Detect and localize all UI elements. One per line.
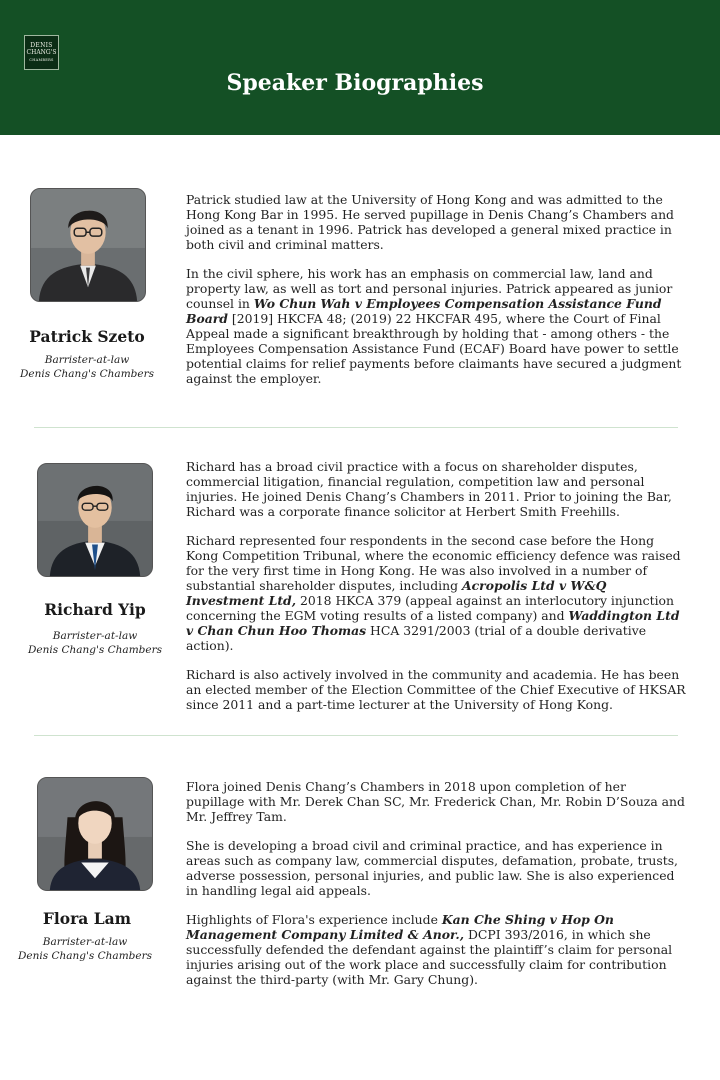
bio-paragraph: She is developing a broad civil and criminal practice, and has experience in areas such as company law, commercial disputes, defamation, probate, trusts, adverse possession, personal injuries, and public law. She is also experienced in handling legal aid appeals.: [186, 838, 678, 898]
speaker-bio: [186, 192, 686, 400]
bio-paragraph: [186, 266, 686, 386]
bio-text: [2019] HKCFA 48; (2019) 22 HKCFAR 495, where the Court of Final Appeal made a significant breakthrough by holding that - among others - the Employees Compensation Assistance Fund (ECAF) Board have power to settle potential claims for relief payments before claimants have secured a judgment against the employer.: [186, 311, 682, 386]
page-title: Speaker Biographies: [226, 70, 484, 96]
speaker-role: Barrister-at-law: [52, 630, 138, 642]
case-citation: Acropolis Ltd v W&Q Investment Ltd,: [186, 578, 607, 608]
chambers-logo: [24, 35, 59, 70]
bio-paragraph: Richard is also actively involved in the community and academia. He has been an elected member of the Election Committee of the Chief Executive of HKSAR since 2011 and a part-time lecturer at the University of Hong Kong.: [186, 667, 686, 712]
person-portrait-icon: [38, 464, 152, 576]
speaker-organization: Denis Chang's Chambers: [18, 950, 152, 962]
bio-paragraph: [186, 912, 686, 987]
section-divider: [34, 427, 678, 428]
person-portrait-icon: [38, 778, 152, 890]
speaker-photo: [30, 188, 146, 302]
bio-text: Richard represented four respondents in the second case before the Hong Kong Competition Tribunal, where the economic efficiency defence was raised for the very first time in Hong Kong. He was also involved in a number of substantial shareholder disputes, including: [186, 533, 681, 593]
bio-text: 2018 HKCA 379 (appeal against an interlocutory injunction concerning the EGM voting results of a listed company) and: [186, 593, 674, 623]
speaker-name: Richard Yip: [44, 600, 146, 619]
speaker-photo: [37, 463, 153, 577]
speaker-bio: [186, 779, 686, 1001]
speaker-name: Patrick Szeto: [29, 327, 145, 346]
case-citation: Wo Chun Wah v Employees Compensation Assistance Fund Board: [186, 296, 662, 326]
bio-text: HCA 3291/2003 (trial of a double derivative action).: [186, 623, 647, 653]
speaker-role: Barrister-at-law: [44, 354, 130, 366]
bio-paragraph: Flora joined Denis Chang’s Chambers in 2018 upon completion of her pupillage with Mr. Derek Chan SC, Mr. Frederick Chan, Mr. Robin D’Souza and Mr. Jeffrey Tam.: [186, 779, 685, 824]
logo-line-1: DENIS: [30, 41, 53, 49]
bio-paragraph: Patrick studied law at the University of Hong Kong and was admitted to the Hong Kong Bar in 1995. He served pupillage in Denis Chang’s Chambers and joined as a tenant in 1996. Patrick has developed a general mixed practice in both civil and criminal matters.: [186, 192, 674, 252]
speaker-photo: [37, 777, 153, 891]
bio-text: In the civil sphere, his work has an emphasis on commercial law, land and property law, as well as tort and personal injuries. Patrick appeared as junior counsel in: [186, 266, 673, 311]
bio-paragraph: Richard has a broad civil practice with a focus on shareholder disputes, commercial litigation, financial regulation, competition law and personal injuries. He joined Denis Chang’s Chambers in 2011. Prior to joining the Bar, Richard was a corporate finance solicitor at Herbert Smith Freehills.: [186, 459, 672, 519]
bio-text: Highlights of Flora's experience include: [186, 912, 442, 927]
speaker-name: Flora Lam: [42, 909, 132, 928]
speaker-organization: Denis Chang's Chambers: [28, 644, 162, 656]
bio-text: DCPI 393/2016, in which she successfully defended the defendant against the plaintiff’s claim for personal injuries arising out of the work place and successfully claim for contribution against the third-party (with Mr. Gary Chung).: [186, 927, 673, 987]
speaker-bio: [186, 459, 686, 726]
case-citation: Waddington Ltd v Chan Chun Hoo Thomas: [186, 608, 680, 638]
speaker-role: Barrister-at-law: [42, 936, 128, 948]
case-citation: Kan Che Shing v Hop On Management Company Limited & Anor.,: [186, 912, 614, 942]
logo-line-2: CHANG'S: [26, 48, 57, 56]
person-portrait-icon: [31, 189, 145, 301]
speaker-organization: Denis Chang's Chambers: [20, 368, 154, 380]
logo-line-3: CHAMBERS: [29, 57, 54, 62]
section-divider: [34, 735, 678, 736]
page-header: [0, 0, 720, 135]
bio-paragraph: [186, 533, 686, 653]
